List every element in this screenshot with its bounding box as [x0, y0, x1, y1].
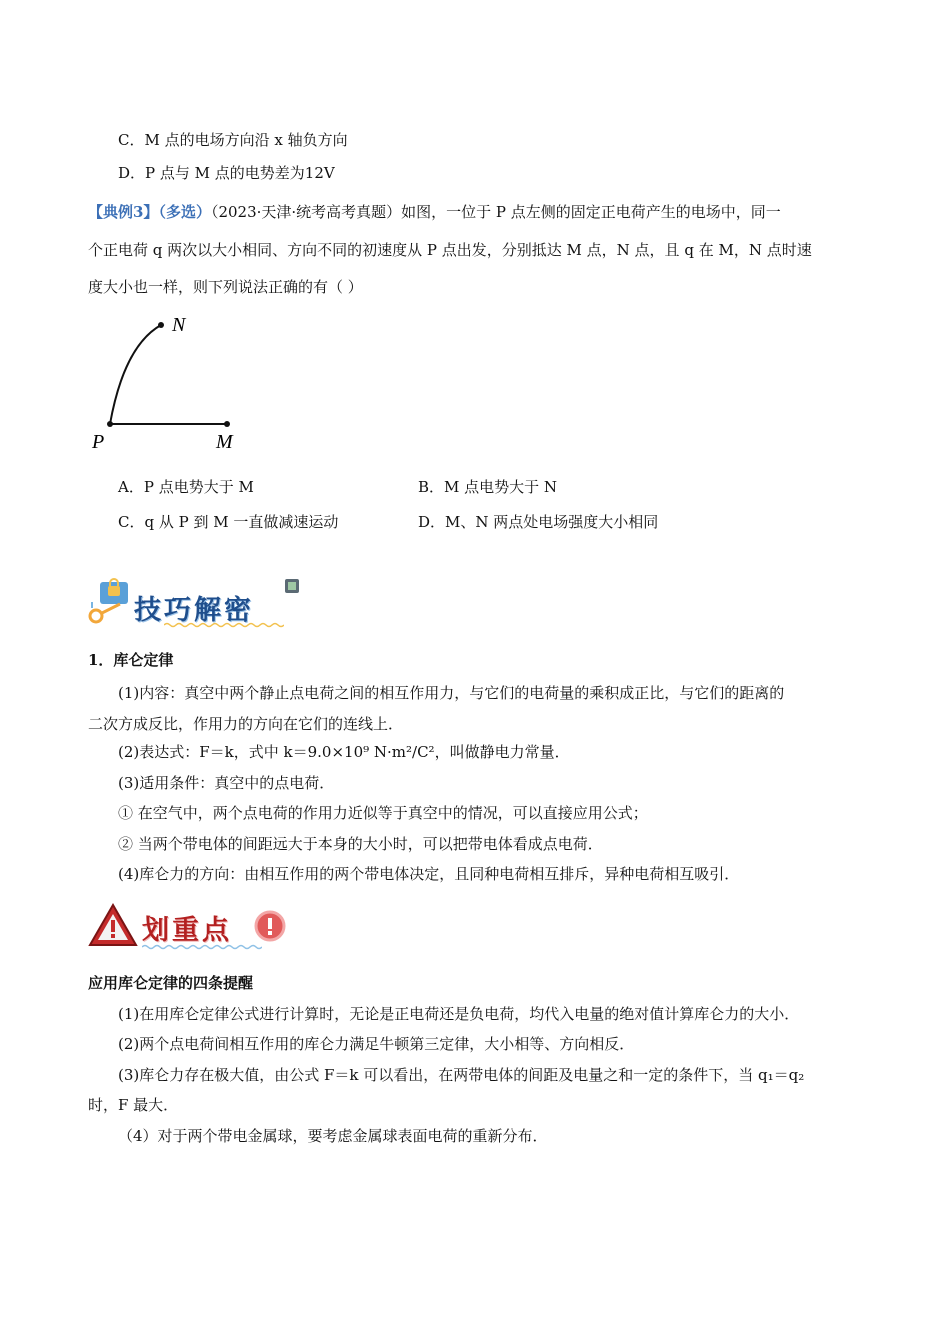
example-tag: 【典例3】	[88, 203, 159, 221]
example-text: （2023·天津·统考高考真题）如图，一位于 P 点左侧的固定正电荷产生的电场中，同一	[210, 203, 781, 221]
option-letter: A．	[118, 478, 144, 496]
point-p	[107, 421, 113, 427]
reminder-3: (3)库仑力存在极大值，由公式 F＝k 可以看出，在两带电体的间距及电量之和一定的条件下，当 q₁＝q₂	[118, 1066, 805, 1084]
label-n: N	[172, 314, 186, 336]
reminder-4: （4）对于两个带电金属球，要考虑金属球表面电荷的重新分布．	[118, 1127, 548, 1145]
reminder-2: (2)两个点电荷间相互作用的库仑力满足牛顿第三定律，大小相等、方向相反．	[118, 1035, 635, 1053]
arc-pn	[110, 325, 161, 424]
wavy-underline	[164, 622, 284, 628]
option-letter: D．	[418, 513, 446, 531]
option-letter: C．	[118, 513, 145, 531]
section-heading-coulomb: 1．库仑定律	[88, 651, 174, 669]
key-banner	[88, 900, 298, 952]
option-d-prev	[118, 163, 335, 183]
tips-banner-title: 技巧解密	[134, 595, 254, 626]
label-p: P	[92, 431, 105, 453]
example-3-line-3: 度大小也一样，则下列说法正确的有（ ）	[88, 278, 363, 296]
option-b	[418, 477, 557, 497]
example-3-line-2: 个正电荷 q 两次以大小相同、方向不同的初速度从 P 点出发，分别抵达 M 点，N 点，且 q 在 M，N 点时速	[88, 241, 812, 259]
coulomb-condition: (3)适用条件：真空中的点电荷．	[118, 774, 335, 792]
example-3-line-1	[88, 202, 781, 222]
coulomb-direction: (4)库仑力的方向：由相互作用的两个带电体决定，且同种电荷相互排斥，异种电荷相互吸引．	[118, 865, 740, 883]
option-c-prev	[118, 130, 348, 150]
point-n	[158, 322, 164, 328]
coulomb-condition-1: ① 在空气中，两个点电荷的作用力近似等于真空中的情况，可以直接应用公式；	[118, 804, 648, 822]
option-text: M、N 两点处电场强度大小相同	[445, 513, 659, 531]
option-c	[118, 512, 338, 532]
coulomb-content-2: 二次方成反比，作用力的方向在它们的连线上．	[88, 715, 404, 733]
key-lock-icon	[86, 578, 134, 628]
warning-icon	[88, 902, 138, 948]
option-letter: C．	[118, 131, 145, 149]
tips-banner	[86, 578, 306, 630]
option-text: M 点电势大于 N	[444, 478, 558, 496]
board-icon	[284, 578, 300, 594]
point-m	[224, 421, 230, 427]
key-banner-title: 划重点	[142, 915, 232, 946]
example-type: （多选）	[158, 203, 211, 221]
option-d	[418, 512, 658, 532]
coulomb-condition-2: ② 当两个带电体的间距远大于本身的大小时，可以把带电体看成点电荷．	[118, 835, 603, 853]
section-heading-reminders: 应用库仑定律的四条提醒	[88, 974, 254, 992]
option-a	[118, 477, 254, 497]
option-text: P 点电势大于 M	[143, 478, 254, 496]
coulomb-content-1: (1)内容：真空中两个静止点电荷之间的相互作用力，与它们的电荷量的乘积成正比，与它们的距离的	[118, 684, 785, 702]
alert-circle-icon	[254, 910, 286, 942]
option-text: P 点与 M 点的电势差为12V	[145, 164, 335, 182]
option-text: M 点的电场方向沿 x 轴负方向	[144, 131, 348, 149]
reminder-1: (1)在用库仑定律公式进行计算时，无论是正电荷还是负电荷，均代入电量的绝对值计算库仑力的大小．	[118, 1005, 800, 1023]
option-text: q 从 P 到 M 一直做减速运动	[144, 513, 339, 531]
reminder-3-cont: 时，F 最大．	[88, 1096, 179, 1114]
label-m: M	[216, 431, 233, 453]
option-letter: B．	[418, 478, 445, 496]
coulomb-formula: (2)表达式：F＝k，式中 k＝9.0×10⁹ N·m²/C²，叫做静电力常量．	[118, 743, 570, 761]
wavy-underline	[142, 944, 262, 950]
option-letter: D．	[118, 164, 146, 182]
figure-pmn	[88, 310, 258, 455]
